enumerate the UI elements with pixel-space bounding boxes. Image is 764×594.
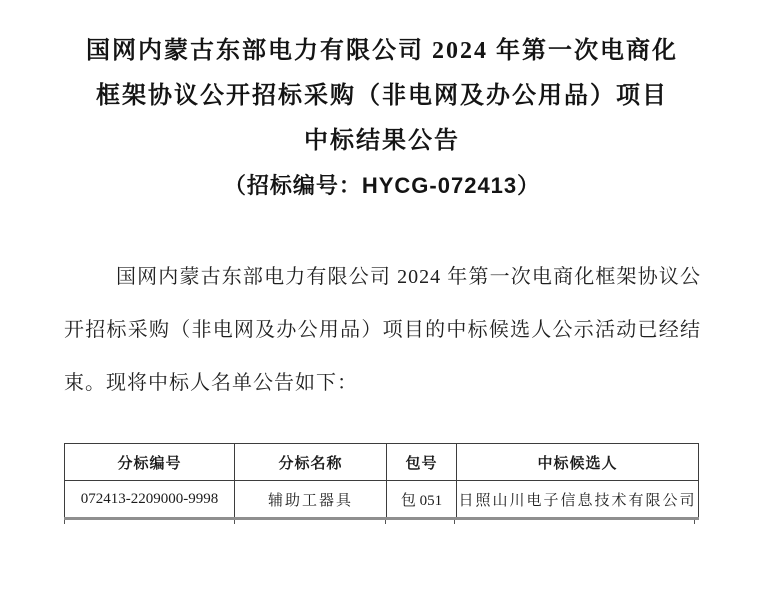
table-cutoff-cell (454, 520, 694, 524)
tender-number-code: HYCG-072413 (361, 173, 518, 198)
col-header-package-number: 包号 (387, 444, 457, 481)
paragraph-line-2: 开招标采购（非电网及办公用品）项目的中标候选人公示活动已经结 (64, 319, 701, 341)
announcement-paragraph (64, 251, 701, 410)
bid-result-table (64, 443, 699, 520)
col-header-winning-candidate: 中标候选人 (457, 444, 699, 481)
document-title-line-1: 国网内蒙古东部电力有限公司 2024 年第一次电商化 (86, 38, 678, 64)
tender-number-prefix: （招标编号： (223, 173, 362, 198)
cell-section-number: 072413-2209000-9998 (65, 481, 235, 519)
tender-number-line (0, 172, 764, 200)
table-cutoff-cell (64, 520, 234, 524)
cell-section-name: 辅助工器具 (235, 481, 387, 519)
table-row (65, 481, 699, 519)
table-cutoff-row (64, 520, 695, 524)
paragraph-line-3: 束。现将中标人名单公告如下： (64, 372, 358, 394)
tender-number-suffix: ） (517, 173, 541, 198)
table-cutoff-cell (234, 520, 385, 524)
cell-package-number: 包 051 (387, 481, 457, 519)
document-title (40, 29, 724, 164)
paragraph-line-1: 国网内蒙古东部电力有限公司 2024 年第一次电商化框架协议公 (116, 266, 701, 288)
table-cutoff-cell (385, 520, 454, 524)
table-header-row (65, 444, 699, 481)
document-title-line-3: 中标结果公告 (304, 128, 460, 154)
col-header-section-number: 分标编号 (65, 444, 235, 481)
col-header-section-name: 分标名称 (235, 444, 387, 481)
document-title-line-2: 框架协议公开招标采购（非电网及办公用品）项目 (96, 83, 668, 109)
cell-winning-candidate: 日照山川电子信息技术有限公司 (457, 481, 699, 519)
